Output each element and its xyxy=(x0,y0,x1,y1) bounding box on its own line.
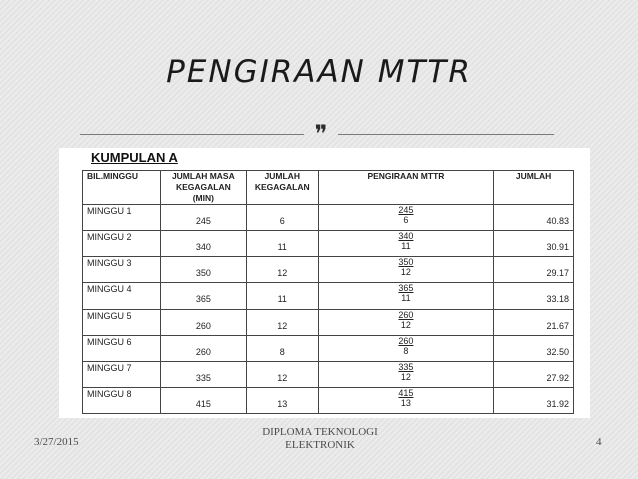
header-minutes: JUMLAH MASA KEGAGALAN (MIN) xyxy=(160,171,246,205)
cell-minutes xyxy=(160,231,246,257)
cell-total xyxy=(494,387,574,413)
fraction-denominator: 12 xyxy=(400,267,411,278)
minutes-value: 260 xyxy=(195,346,211,357)
mttr-fraction xyxy=(398,231,413,251)
cell-calculation xyxy=(318,205,493,231)
fraction-numerator: 365 xyxy=(398,283,414,294)
cell-failures xyxy=(246,309,318,335)
table-row xyxy=(83,205,574,231)
cell-calculation xyxy=(318,387,493,413)
cell-minutes xyxy=(160,283,246,309)
cell-failures xyxy=(246,387,318,413)
footer-date: 3/27/2015 xyxy=(34,436,79,448)
header-total: JUMLAH xyxy=(494,171,574,205)
title-divider-right xyxy=(338,134,554,135)
week-label: MINGGU 5 xyxy=(87,310,132,321)
mttr-table-panel xyxy=(59,148,590,418)
slide-title: PENGIRAAN MTTR xyxy=(166,54,472,90)
cell-week xyxy=(83,231,161,257)
cell-total xyxy=(494,361,574,387)
failures-value: 11 xyxy=(277,294,287,305)
cell-failures xyxy=(246,205,318,231)
title-divider-left xyxy=(80,134,304,135)
mttr-fraction xyxy=(398,362,413,382)
failures-value: 11 xyxy=(277,242,287,253)
fraction-numerator: 260 xyxy=(398,335,414,346)
mttr-fraction xyxy=(398,205,413,225)
footer-course-line1: DIPLOMA TEKNOLOGI xyxy=(262,426,378,438)
cell-failures xyxy=(246,335,318,361)
table-row xyxy=(83,309,574,335)
footer-course-line2: ELEKTRONIK xyxy=(285,439,355,451)
total-value: 33.18 xyxy=(546,294,569,305)
table-header-row xyxy=(83,171,574,205)
fraction-denominator: 11 xyxy=(401,293,411,304)
minutes-value: 415 xyxy=(195,398,211,409)
footer-course xyxy=(230,426,410,452)
week-label: MINGGU 6 xyxy=(87,336,132,347)
minutes-value: 245 xyxy=(195,216,211,226)
mttr-table xyxy=(82,170,574,414)
week-label: MINGGU 4 xyxy=(87,284,132,295)
total-value: 29.17 xyxy=(546,268,569,279)
failures-value: 12 xyxy=(277,320,288,331)
week-label: MINGGU 1 xyxy=(87,206,132,216)
fraction-numerator: 260 xyxy=(398,309,414,320)
failures-value: 13 xyxy=(277,398,288,409)
cell-failures xyxy=(246,231,318,257)
week-label: MINGGU 2 xyxy=(87,232,132,243)
cell-minutes xyxy=(160,257,246,283)
cell-total xyxy=(494,335,574,361)
table-row xyxy=(83,361,574,387)
cell-week xyxy=(83,283,161,309)
table-row xyxy=(83,283,574,309)
cell-total xyxy=(494,257,574,283)
cell-minutes xyxy=(160,335,246,361)
cell-total xyxy=(494,283,574,309)
failures-value: 12 xyxy=(277,372,288,383)
minutes-value: 365 xyxy=(195,294,211,305)
total-value: 27.92 xyxy=(546,372,569,383)
cell-minutes xyxy=(160,309,246,335)
cell-total xyxy=(494,231,574,257)
minutes-value: 335 xyxy=(195,372,211,383)
fraction-denominator: 6 xyxy=(403,215,409,225)
cell-failures xyxy=(246,257,318,283)
fraction-numerator: 350 xyxy=(398,257,414,268)
total-value: 32.50 xyxy=(546,346,569,357)
table-row xyxy=(83,257,574,283)
cell-week xyxy=(83,309,161,335)
table-row xyxy=(83,231,574,257)
cell-calculation xyxy=(318,309,493,335)
cell-week xyxy=(83,257,161,283)
week-label: MINGGU 3 xyxy=(87,258,132,269)
fraction-numerator: 245 xyxy=(398,205,414,215)
total-value: 40.83 xyxy=(546,216,569,226)
failures-value: 8 xyxy=(279,346,285,357)
cell-calculation xyxy=(318,361,493,387)
header-week: BIL.MINGGU xyxy=(83,171,161,205)
cell-week xyxy=(83,387,161,413)
failures-value: 12 xyxy=(277,268,288,279)
fraction-denominator: 11 xyxy=(401,241,411,252)
cell-week xyxy=(83,335,161,361)
minutes-value: 340 xyxy=(195,242,211,253)
table-row xyxy=(83,387,574,413)
fraction-denominator: 8 xyxy=(403,345,409,356)
fraction-numerator: 340 xyxy=(398,231,414,242)
fraction-denominator: 12 xyxy=(400,371,411,382)
week-label: MINGGU 7 xyxy=(87,362,132,373)
week-label: MINGGU 8 xyxy=(87,388,132,399)
fraction-numerator: 335 xyxy=(398,361,414,372)
cell-failures xyxy=(246,361,318,387)
cell-calculation xyxy=(318,257,493,283)
fraction-denominator: 12 xyxy=(400,319,411,330)
minutes-value: 260 xyxy=(195,320,211,331)
fraction-numerator: 415 xyxy=(398,387,414,398)
cell-week xyxy=(83,205,161,231)
table-caption: KUMPULAN A xyxy=(91,150,178,165)
cell-calculation xyxy=(318,335,493,361)
header-failures: JUMLAH KEGAGALAN xyxy=(246,171,318,205)
mttr-fraction xyxy=(398,336,413,356)
total-value: 30.91 xyxy=(546,242,569,253)
cell-week xyxy=(83,361,161,387)
cell-minutes xyxy=(160,361,246,387)
cell-minutes xyxy=(160,205,246,231)
table-row xyxy=(83,335,574,361)
mttr-fraction xyxy=(398,388,413,408)
footer-page-number: 4 xyxy=(596,436,602,448)
cell-minutes xyxy=(160,387,246,413)
cell-calculation xyxy=(318,231,493,257)
mttr-fraction xyxy=(398,257,413,277)
ornament-flourish-icon: ❞ xyxy=(314,120,328,148)
failures-value: 6 xyxy=(279,216,285,226)
minutes-value: 350 xyxy=(195,268,211,279)
mttr-fraction xyxy=(398,283,413,303)
total-value: 21.67 xyxy=(546,320,569,331)
mttr-fraction xyxy=(398,310,413,330)
header-calculation: PENGIRAAN MTTR xyxy=(318,171,493,205)
cell-total xyxy=(494,205,574,231)
cell-failures xyxy=(246,283,318,309)
cell-total xyxy=(494,309,574,335)
total-value: 31.92 xyxy=(546,398,569,409)
fraction-denominator: 13 xyxy=(400,397,411,408)
cell-calculation xyxy=(318,283,493,309)
